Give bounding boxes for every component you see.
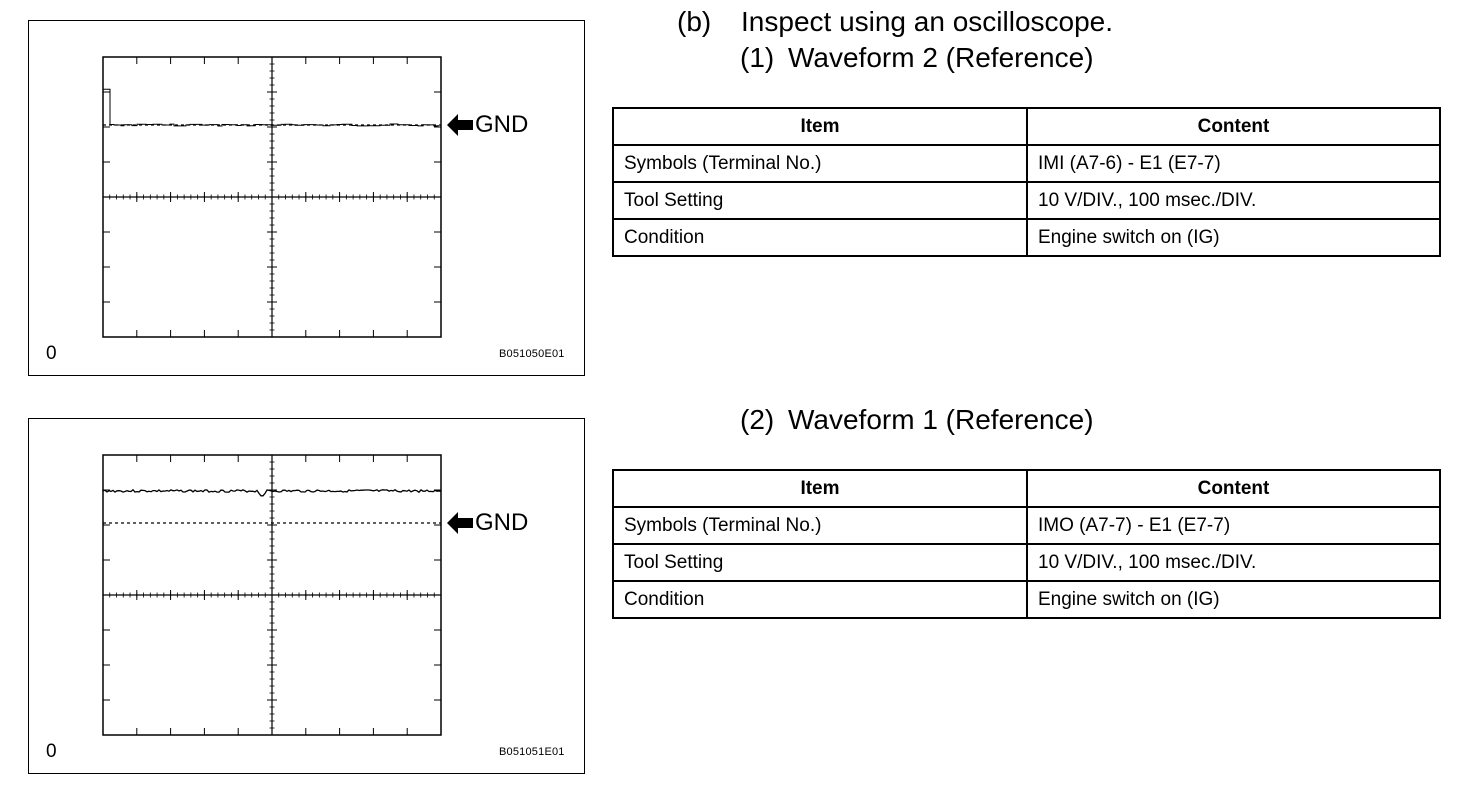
content-cell: 10 V/DIV., 100 msec./DIV.: [1027, 182, 1440, 219]
gnd-label-2: GND: [475, 509, 529, 536]
column-header-item: Item: [613, 108, 1027, 145]
waveform-table-1: [612, 107, 1441, 257]
table-row: [613, 145, 1440, 182]
item-cell: Condition: [613, 219, 1027, 256]
content-cell: IMO (A7-7) - E1 (E7-7): [1027, 507, 1440, 544]
gnd-marker-1: [447, 111, 528, 139]
content-cell: Engine switch on (IG): [1027, 581, 1440, 618]
section-heading: [677, 6, 1113, 38]
waveform-number-1: (1): [740, 42, 775, 73]
zero-axis-label-2: 0: [46, 741, 57, 762]
waveform-number-2: (2): [740, 404, 775, 435]
table-row: [613, 544, 1440, 581]
content-cell: Engine switch on (IG): [1027, 219, 1440, 256]
oscilloscope-screen-2: [29, 419, 586, 775]
waveform-title-1: Waveform 2 (Reference): [788, 42, 1094, 73]
content-cell: 10 V/DIV., 100 msec./DIV.: [1027, 544, 1440, 581]
oscilloscope-screen-1: [29, 21, 586, 377]
oscilloscope-figure-1: [28, 20, 585, 376]
item-cell: Tool Setting: [613, 182, 1027, 219]
table-row: [613, 182, 1440, 219]
content-cell: IMI (A7-6) - E1 (E7-7): [1027, 145, 1440, 182]
table-row: [613, 581, 1440, 618]
item-cell: Condition: [613, 581, 1027, 618]
waveform-table-2: [612, 469, 1441, 619]
table-header-row: [613, 470, 1440, 507]
left-arrow-icon: [447, 512, 473, 534]
waveform-heading-2: [740, 404, 1094, 436]
column-header-content: Content: [1027, 470, 1440, 507]
item-cell: Tool Setting: [613, 544, 1027, 581]
section-label: (b): [677, 6, 712, 37]
table-row: [613, 507, 1440, 544]
zero-axis-label-1: 0: [46, 343, 57, 364]
waveform-heading-1: [740, 42, 1094, 74]
waveform-trace: [103, 89, 439, 126]
gnd-label-1: GND: [475, 111, 529, 138]
table-header-row: [613, 108, 1440, 145]
column-header-item: Item: [613, 470, 1027, 507]
item-cell: Symbols (Terminal No.): [613, 507, 1027, 544]
item-cell: Symbols (Terminal No.): [613, 145, 1027, 182]
waveform-title-2: Waveform 1 (Reference): [788, 404, 1094, 435]
figure-code-2: B051051E01: [499, 746, 565, 758]
oscilloscope-figure-2: [28, 418, 585, 774]
column-header-content: Content: [1027, 108, 1440, 145]
left-arrow-icon: [447, 114, 473, 136]
gnd-marker-2: [447, 509, 528, 537]
section-title: Inspect using an oscilloscope.: [741, 6, 1114, 37]
table-row: [613, 219, 1440, 256]
figure-code-1: B051050E01: [499, 348, 565, 360]
